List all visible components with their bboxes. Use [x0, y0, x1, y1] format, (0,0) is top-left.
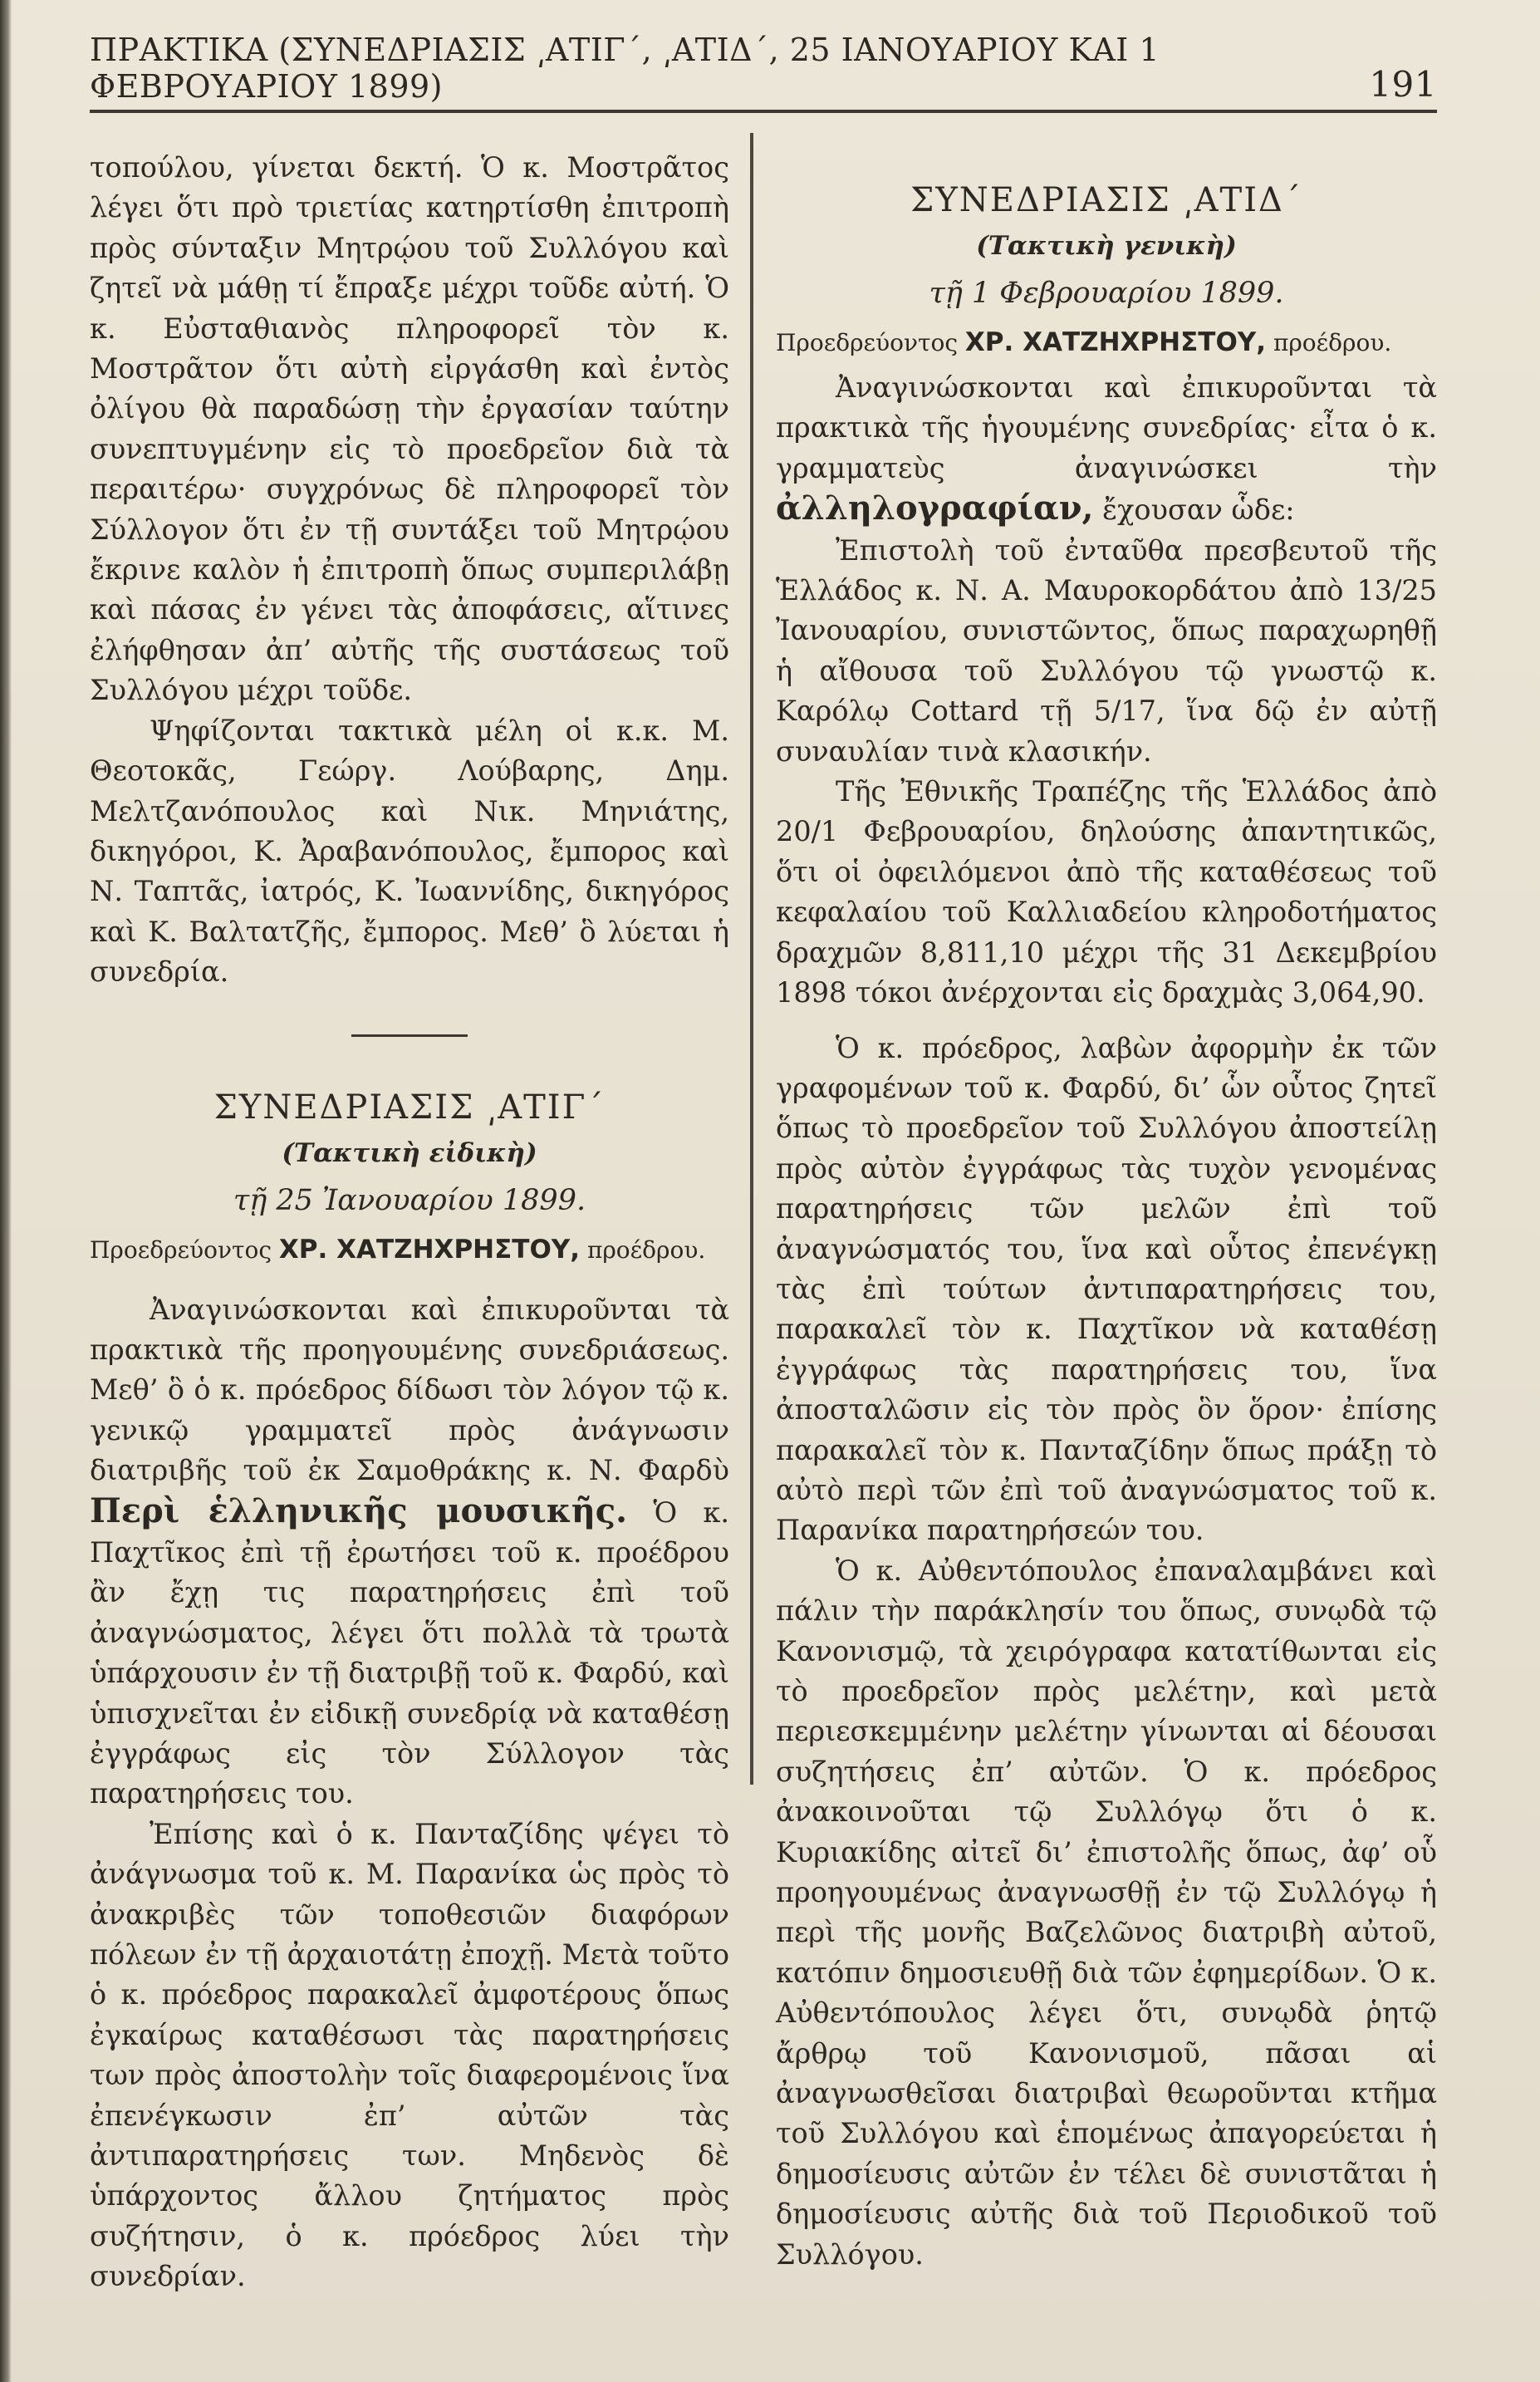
page-number: 191 [1369, 64, 1437, 105]
presiding-role: προέδρου. [586, 1235, 706, 1264]
book-spine-shadow [0, 0, 12, 2382]
presiding-label: Προεδρεύοντος [90, 1235, 272, 1264]
paragraph: τοπούλου, γίνεται δεκτή. Ὁ κ. Μοστρᾶτος λέγει ὅτι πρὸ τριετίας κατηρτίσθη ἐπιτροπὴ πρὸς σύνταξιν Μητρῴου τοῦ Συλλόγου καὶ ζητεῖ νὰ μάθῃ τί ἔπραξε μέχρι τοῦδε αὐτή. Ὁ κ. Εὐσταθιανὸς πληροφορεῖ τὸν κ. Μοστρᾶτον ὅτι αὐτὴ εἰργάσθη καὶ ἐντὸς ὀλίγου θὰ παραδώσῃ τὴν ἐργασίαν ταύτην συνεπτυγμένην εἰς τὸ προεδρεῖον διὰ τὰ περαιτέρω· συγχρόνως δὲ πληροφορεῖ τὸν Σύλλογον ὅτι ἐν τῇ συντάξει τοῦ Μητρῴου ἔκρινε καλὸν ἡ ἐπιτροπὴ ὅπως συμπεριλάβῃ καὶ πάσας ἐν γένει τὰς ἀποφάσεις, αἵτινες ἐλήφθησαν ἀπ’ αὐτῆς τῆς συστάσεως τοῦ Συλλόγου μέχρι τοῦδε. [90, 151, 729, 707]
running-title: ΠΡΑΚΤΙΚΑ (ΣΥΝΕΔΡΙΑΣΙΣ ͵ΑΤΙΓ´, ͵ΑΤΙΔ´, 25 ΙΑΝΟΥΑΡΙΟΥ ΚΑΙ 1 ΦΕΒΡΟΥΑΡΙΟΥ 1899) [90, 32, 1160, 105]
presiding-line [90, 1225, 729, 1275]
paragraph: Ὁ κ. πρόεδρος, λαβὼν ἀφορμὴν ἐκ τῶν γραφομένων τοῦ κ. Φαρδύ, δι’ ὧν οὗτος ζητεῖ ὅπως τὸ προεδρεῖον τοῦ Συλλόγου ἀποστείλῃ πρὸς αὐτὸν ἐγγράφως τὰς τυχὸν γενομένας παρατηρήσεις τῶν μελῶν ἐπὶ τοῦ ἀναγνώσματός του, ἵνα καὶ οὗτος ἐπενέγκῃ τὰς ἐπὶ τούτων ἀντιπαρατηρήσεις του, παρακαλεῖ τὸν κ. Παχτῖκον νὰ καταθέσῃ ἐγγράφως τὰς παρατηρήσεις του, ἵνα ἀποσταλῶσιν εἰς τὸν πρὸς ὃν ὅρον· ἐπίσης παρακαλεῖ τὸν κ. Πανταζίδην ὅπως πράξῃ τὸ αὐτὸ περὶ τῶν ἐπὶ τοῦ ἀναγνώσματος τοῦ κ. Παρανίκα παρατηρήσεών του. [776, 1031, 1437, 1547]
paragraph-text: Ἀναγινώσκονται καὶ ἐπικυροῦνται τὰ πρακτικὰ τῆς ἡγουμένης συνεδρίας· εἶτα ὁ κ. γραμματεὺς ἀναγινώσκει τὴν [776, 371, 1437, 484]
session-type: (Τακτικὴ εἰδικὴ) [282, 1137, 537, 1168]
presiding-name: ΧΡ. ΧΑΤΖΗΧΡΗΣΤΟΥ, [278, 1234, 581, 1265]
running-header [90, 32, 1437, 105]
spacer [90, 1275, 729, 1290]
paragraph: Ὁ κ. Αὐθεντόπουλος ἐπαναλαμβάνει καὶ πάλιν τὴν παράκλησίν του ὅπως, συνῳδὰ τῷ Κανονισμῷ, τὰ χειρόγραφα κατατίθωνται εἰς τὸ προεδρεῖον πρὸς μελέτην, καὶ μετὰ περιεσκεμμένην μελέτην γίνωνται αἱ δέουσαι συζητήσεις ἐπ’ αὐτῶν. Ὁ κ. πρόεδρος ἀνακοινοῦται τῷ Συλλόγῳ ὅτι ὁ κ. Κυριακίδης αἰτεῖ δι’ ἐπιστολῆς ὅπως, ἀφ’ οὗ προηγουμένως ἀναγνωσθῇ ἐν τῷ Συλλόγῳ ἡ περὶ τῆς μονῆς Βαζελῶνος διατριβὴ αὐτοῦ, κατόπιν δημοσιευθῇ διὰ τῶν ἐφημερίδων. Ὁ κ. Αὐθεντόπουλος λέγει ὅτι, συνῳδὰ ῥητῷ ἄρθρῳ τοῦ Κανονισμοῦ, πᾶσαι αἱ ἀναγνωσθεῖσαι διατριβαὶ θεωροῦνται κτῆμα τοῦ Συλλόγου καὶ ἑπομένως ἀπαγορεύεται ἡ δημοσίευσις αὐτῶν ἐν τέλει δὲ συνιστᾶται ἡ δημοσίευσις αὐτῆς διὰ τοῦ Περιοδικοῦ τοῦ Συλλόγου. [776, 1554, 1437, 2271]
header-rule [90, 110, 1437, 113]
session-title: ΣΥΝΕΔΡΙΑΣΙΣ ͵ΑΤΙΓ´ [213, 1088, 606, 1127]
presiding-label: Προεδρεύοντος [776, 329, 958, 356]
session-title: ΣΥΝΕΔΡΙΑΣΙΣ ͵ΑΤΙΔ´ [910, 181, 1302, 219]
session-type: (Τακτικὴ γενικὴ) [976, 231, 1237, 261]
column-divider [750, 133, 753, 1785]
presiding-role: προέδρου. [1273, 329, 1392, 356]
paper-title: Περὶ ἑλληνικῆς μουσικῆς. [90, 1491, 628, 1530]
paragraph: Ψηφίζονται τακτικὰ μέλη οἱ κ.κ. Μ. Θεοτοκᾶς, Γεώργ. Λούβαρης, Δημ. Μελτζανόπουλος καὶ Νικ. Μηνιάτης, δικηγόροι, Κ. Ἀραβανόπουλος, ἔμπορος καὶ Ν. Ταπτᾶς, ἰατρός, Κ. Ἰωαννίδης, δικηγόρος καὶ Κ. Βαλτατζῆς, ἔμπορος. Μεθ’ ὃ λύεται ἡ συνεδρία. [90, 714, 729, 989]
paragraph: Τῆς Ἐθνικῆς Τραπέζης τῆς Ἑλλάδος ἀπὸ 20/1 Φεβρουαρίου, δηλούσης ἀπαντητικῶς, ὅτι οἱ ὀφειλόμενοι ἀπὸ τῆς καταθέσεως τοῦ κεφαλαίου τοῦ Καλλιαδείου κληροδοτήματος δραχμῶν 8,811,10 μέχρι τῆς 31 Δεκεμβρίου 1898 τόκοι ἀνέρχονται εἰς δραχμὰς 3,064,90. [776, 775, 1437, 1009]
presiding-name: ΧΡ. ΧΑΤΖΗΧΡΗΣΤΟΥ, [964, 327, 1267, 357]
right-column [776, 178, 1437, 2275]
correspondence-heading: ἀλληλογραφίαν, [776, 489, 1094, 528]
paragraph-text: ἔχουσαν ὧδε: [1102, 494, 1295, 527]
paragraph: Ἐπιστολὴ τοῦ ἐνταῦθα πρεσβευτοῦ τῆς Ἑλλάδος κ. Ν. Α. Μαυροκορδάτου ἀπὸ 13/25 Ἰανουαρίου, συνιστῶντος, ὅπως παραχωρηθῇ ἡ αἴθουσα τοῦ Συλλόγου τῷ γνωστῷ κ. Καρόλῳ Cottard τῇ 5/17, ἵνα δῷ ἐν αὐτῇ συναυλίαν τινὰ κλασικήν. [776, 533, 1437, 768]
paragraph-text: Ἀναγινώσκονται καὶ ἐπικυροῦνται τὰ πρακτικὰ τῆς προηγουμένης συνεδριάσεως. Μεθ’ ὃ ὁ κ. πρόεδρος δίδωσι τὸν λόγον τῷ κ. γενικῷ γραμματεῖ πρὸς ἀνάγνωσιν διατριβῆς τοῦ ἐκ Σαμοθράκης κ. Ν. Φαρδὺ [90, 1293, 729, 1487]
paragraph [776, 368, 1437, 531]
session-date: τῇ 25 Ἰανουαρίου 1899. [233, 1183, 586, 1217]
paragraph: Ἐπίσης καὶ ὁ κ. Πανταζίδης ψέγει τὸ ἀνάγνωσμα τοῦ κ. Μ. Παρανίκα ὡς πρὸς τὸ ἀνακριβὲς τῶν τοποθεσιῶν διαφόρων πόλεων ἐν τῇ ἀρχαιοτάτῃ ἐποχῇ. Μετὰ τοῦτο ὁ κ. πρόεδρος παρακαλεῖ ἀμφοτέρους ὅπως ἐγκαίρως καταθέσωσι τὰς παρατηρήσεις των πρὸς ἀποστολὴν τοῖς διαφερομένοις ἵνα ἐπενέγκωσιν ἐπ’ αὐτῶν τὰς ἀντιπαρατηρήσεις των. Μηδενὸς δὲ ὑπάρχοντος ἄλλου ζητήματος πρὸς συζήτησιν, ὁ κ. πρόεδρος λύει τὴν συνεδρίαν. [90, 1817, 729, 2293]
paragraph-text: Ὁ κ. Παχτῖκος ἐπὶ τῇ ἐρωτήσει τοῦ κ. προέδρου ἂν ἔχῃ τις παρατηρήσεις ἐπὶ τοῦ ἀναγνώσματος, λέγει ὅτι πολλὰ τὰ τρωτὰ ὑπάρχουσιν ἐν τῇ διατριβῇ τοῦ κ. Φαρδύ, καὶ ὑπισχνεῖται ἐν εἰδικῇ συνεδρίᾳ νὰ καταθέσῃ ἐγγράφως εἰς τὸν Σύλλογον τὰς παρατηρήσεις του. [90, 1496, 729, 1810]
left-column [90, 148, 729, 2297]
paragraph [90, 1290, 729, 1815]
presiding-line [776, 317, 1437, 368]
spacer [776, 1014, 1437, 1029]
section-separator [351, 1034, 468, 1037]
session-date: τῇ 1 Φεβρουαρίου 1899. [929, 277, 1284, 310]
